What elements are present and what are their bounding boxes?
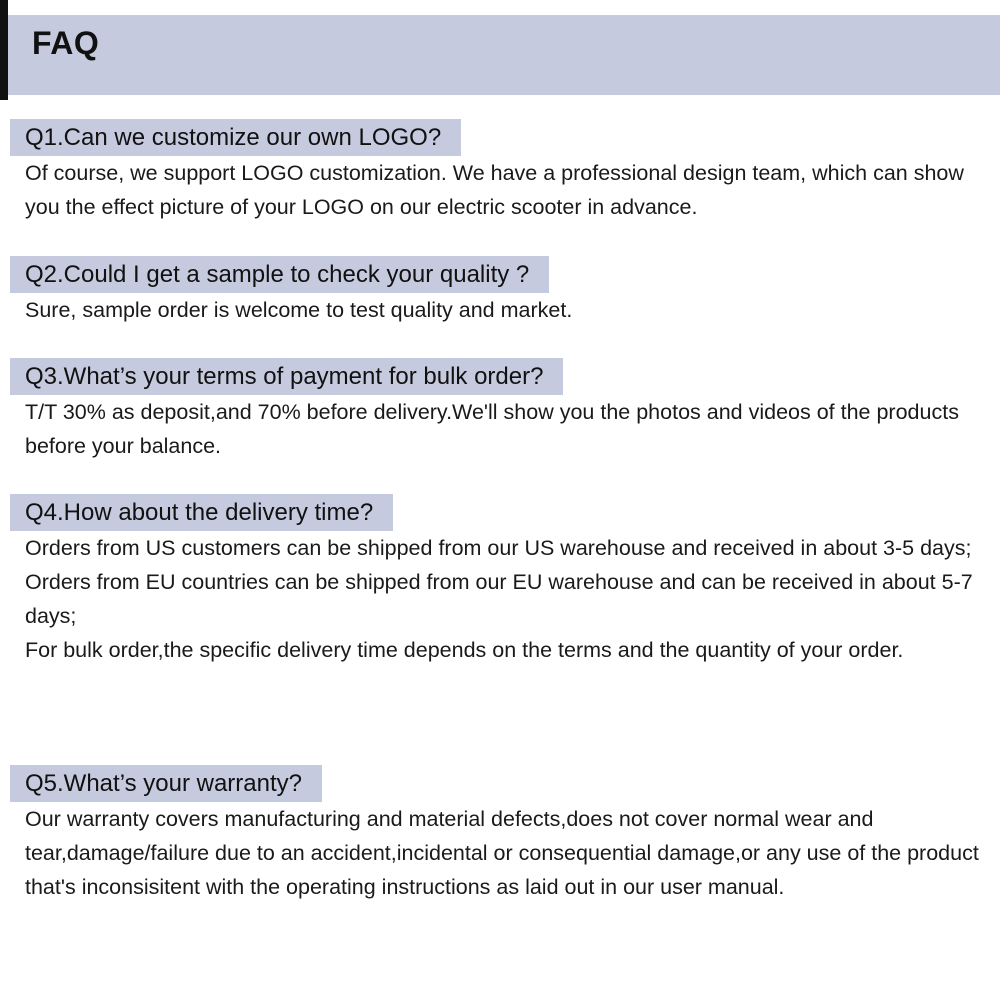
faq-item-2 bbox=[10, 256, 985, 327]
faq-item-5 bbox=[10, 765, 985, 904]
faq-answer-2-line-1: Sure, sample order is welcome to test quality and market. bbox=[25, 298, 573, 322]
faq-question-1: Q1.Can we customize our own LOGO? bbox=[10, 119, 461, 156]
faq-answer-2 bbox=[10, 293, 985, 327]
faq-question-3: Q3.What’s your terms of payment for bulk order? bbox=[10, 358, 563, 395]
faq-item-3 bbox=[10, 358, 985, 463]
faq-answer-1-line-1: Of course, we support LOGO customization. We have a professional design team, which can show you the effect picture of your LOGO on our electric scooter in advance. bbox=[25, 161, 964, 219]
faq-answer-4 bbox=[10, 531, 985, 667]
page-title: FAQ bbox=[32, 25, 100, 61]
faq-item-4 bbox=[10, 494, 985, 667]
faq-answer-4-line-2: Orders from EU countries can be shipped from our EU warehouse and can be received in about 5-7 days; bbox=[25, 570, 973, 628]
faq-answer-3 bbox=[10, 395, 985, 463]
faq-question-5: Q5.What’s your warranty? bbox=[10, 765, 322, 802]
faq-answer-5-line-1: Our warranty covers manufacturing and material defects,does not cover normal wear and tear,damage/failure due to an accident,incidental or consequential damage,or any use of the product that's inconsisitent with the operating instructions as laid out in our user manual. bbox=[25, 807, 979, 899]
faq-question-2: Q2.Could I get a sample to check your quality ? bbox=[10, 256, 549, 293]
faq-answer-1 bbox=[10, 156, 985, 224]
faq-answer-5 bbox=[10, 802, 985, 904]
faq-answer-3-line-1: T/T 30% as deposit,and 70% before delivery.We'll show you the photos and videos of the products before your balance. bbox=[25, 400, 959, 458]
faq-question-4: Q4.How about the delivery time? bbox=[10, 494, 393, 531]
faq-item-1 bbox=[10, 119, 985, 224]
faq-answer-4-line-3: For bulk order,the specific delivery time depends on the terms and the quantity of your order. bbox=[25, 638, 904, 662]
faq-answer-4-line-1: Orders from US customers can be shipped from our US warehouse and received in about 3-5 days; bbox=[25, 536, 972, 560]
faq-header-bar bbox=[0, 15, 1000, 95]
header-accent-bar bbox=[0, 0, 8, 100]
